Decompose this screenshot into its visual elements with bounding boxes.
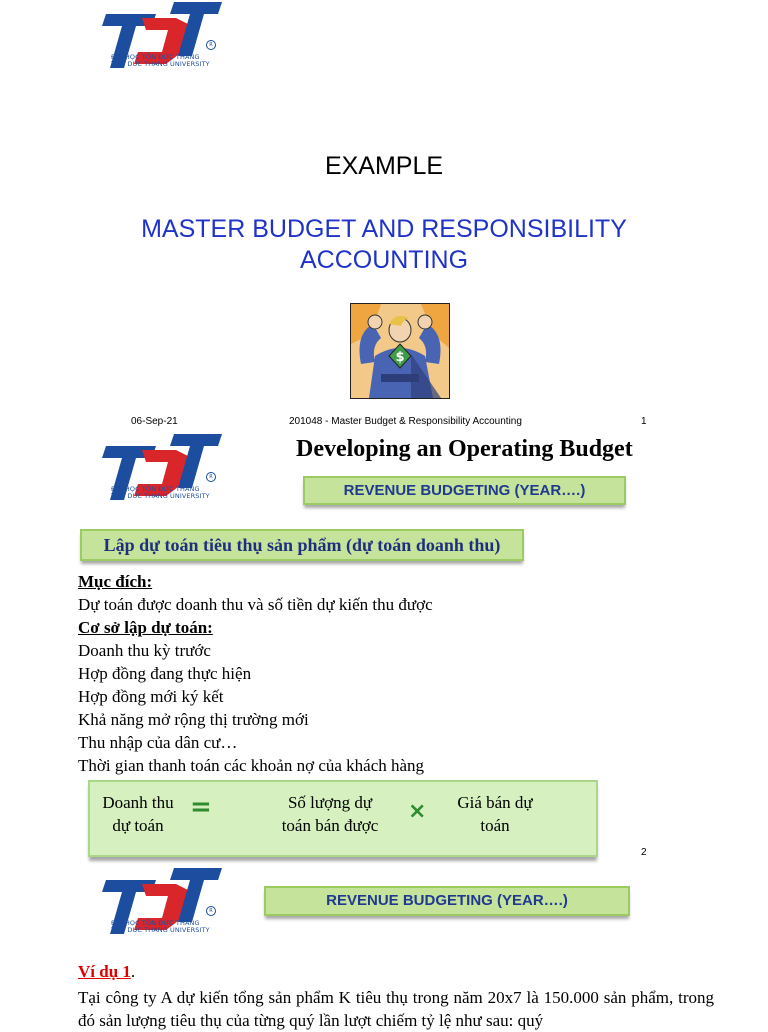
formula-term-quantity [260, 791, 400, 837]
superhero-money-icon [350, 303, 450, 399]
formula-term-line: dự toán [112, 816, 164, 835]
revenue-budgeting-banner: REVENUE BUDGETING (YEAR….) [303, 476, 626, 505]
slide-subtitle [0, 214, 768, 276]
footer-date: 06-Sep-21 [131, 416, 178, 427]
revenue-formula [88, 780, 598, 857]
basis-item: Khả năng mở rộng thị trường mới [78, 710, 309, 729]
university-logo-2 [96, 432, 226, 504]
formula-term-revenue [90, 791, 186, 837]
sales-budget-banner: Lập dự toán tiêu thụ sản phẩm (dự toán doanh thu) [80, 529, 524, 561]
basis-item: Thu nhập của dân cư… [78, 733, 238, 752]
logo-name-en: TON DUC THANG UNIVERSITY [111, 926, 210, 934]
university-logo [96, 0, 226, 72]
equals-icon: = [190, 792, 212, 822]
logo-name-vn: ĐẠI HỌC TÔN ĐỨC THẮNG [111, 53, 200, 61]
basis-label: Cơ sở lập dự toán: [78, 618, 213, 637]
multiply-icon: × [408, 799, 427, 824]
page-number-1: 1 [641, 416, 647, 427]
logo-name-vn: ĐẠI HỌC TÔN ĐỨC THẮNG [111, 485, 200, 493]
basis-item: Hợp đồng đang thực hiện [78, 664, 252, 683]
purpose-text: Dự toán được doanh thu và số tiền dự kiến thu được [78, 595, 433, 614]
svg-text:$: $ [395, 350, 405, 365]
formula-term-line: toán [480, 816, 510, 835]
purpose-block [78, 570, 433, 777]
subtitle-line-2: ACCOUNTING [299, 246, 469, 274]
subtitle-line-1: MASTER BUDGET AND RESPONSIBILITY [141, 215, 627, 243]
basis-item: Doanh thu kỳ trước [78, 641, 211, 660]
formula-term-line: toán bán được [281, 816, 379, 835]
example-heading [78, 962, 135, 982]
slide-heading: Developing an Operating Budget [296, 436, 633, 462]
registered-mark: R [206, 906, 216, 916]
logo-name-en: TON DUC THANG UNIVERSITY [111, 60, 210, 68]
university-logo-3 [96, 866, 226, 938]
example-label: Ví dụ 1 [78, 962, 131, 981]
logo-name-vn: ĐẠI HỌC TÔN ĐỨC THẮNG [111, 919, 200, 927]
purpose-label: Mục đích: [78, 572, 153, 591]
logo-name-en: TON DUC THANG UNIVERSITY [111, 492, 210, 500]
basis-item: Thời gian thanh toán các khoản nợ của khách hàng [78, 756, 425, 775]
page-number-2: 2 [641, 847, 647, 858]
slide-title: EXAMPLE [324, 152, 444, 180]
basis-item: Hợp đồng mới ký kết [78, 687, 224, 706]
revenue-budgeting-banner-2: REVENUE BUDGETING (YEAR….) [264, 886, 630, 916]
registered-mark: R [206, 40, 216, 50]
formula-term-line: Số lượng dự [287, 793, 373, 812]
formula-term-line: Giá bán dự [457, 793, 533, 812]
example-paragraph: Tại công ty A dự kiến tổng sản phẩm K tiêu thụ trong năm 20x7 là 150.000 sản phẩm, trong đó sản lượng tiêu thụ của từng quý lần lượt chiếm tỷ lệ như sau: quý [78, 988, 714, 1030]
example-period: . [130, 962, 136, 981]
formula-term-price [440, 791, 550, 837]
formula-term-line: Doanh thu [102, 793, 174, 812]
registered-mark: R [206, 472, 216, 482]
footer-title: 201048 - Master Budget & Responsibility Accounting [289, 416, 522, 427]
